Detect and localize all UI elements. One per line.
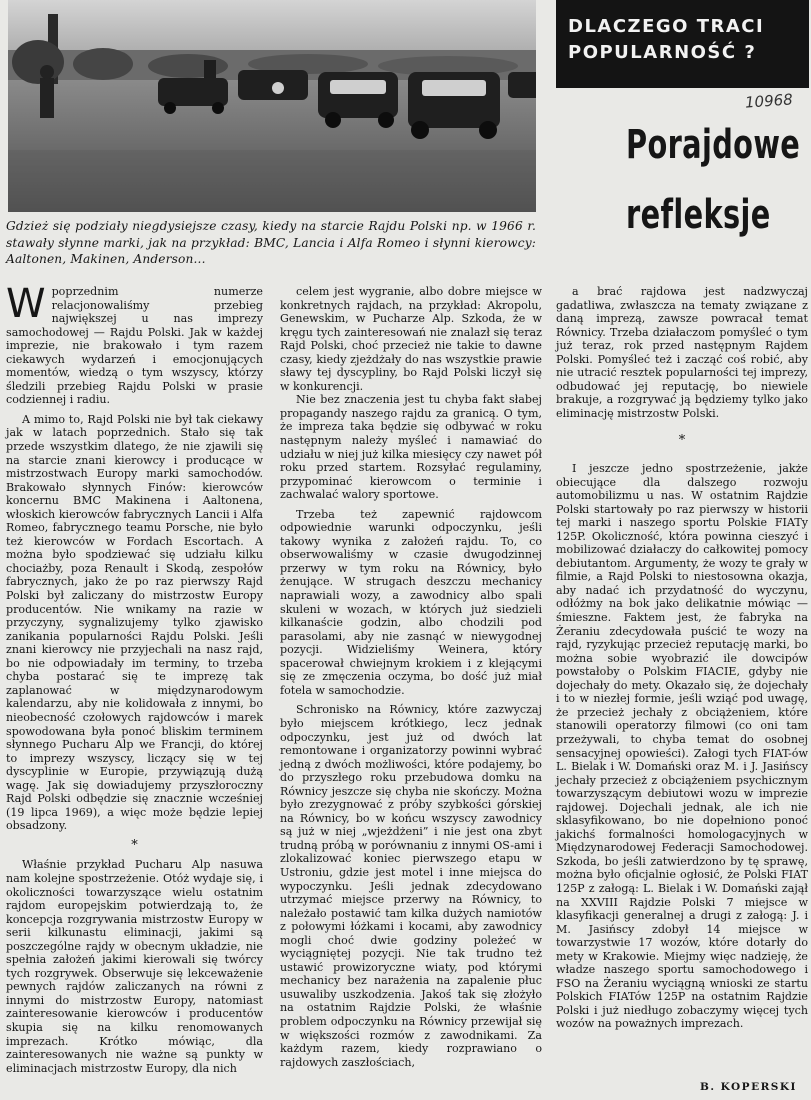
paragraph: [6, 281, 263, 407]
article-column-3: [556, 285, 808, 1031]
section-separator-star: *: [131, 837, 138, 853]
paragraph: a brać rajdowa jest nadzwyczaj gadatliwa, zwłaszcza na tematy związane z daną imprezą, zawsze powracał temat Równicy. Trzeba działaczom pomyśleć o tym już teraz, rok przed następnym Rajdem Polski. Pomyśleć też i zacząć coś robić, aby nie utracić resztek popularności tej imprezy, odbudować jej reputację, bo niewiele brakuje, a rozgrywać ją będziemy tylko jako eliminację mistrzostw Polski.: [556, 285, 808, 420]
article-column-1: [6, 281, 263, 1075]
kicker-line-1: DLACZEGO TRACI: [568, 16, 765, 37]
paragraph-text: poprzednim numerze relacjonowaliśmy przebieg największej u nas imprezy samochodowej — Rajdu Polski. Jak w każdej imprezie, nie brakowało i tym razem ciekawych wydarzeń i emocjonujących momentów, wiedzą o tym wszyscy, którzy śledzili przebieg Rajdu Polski w prasie codziennej i radiu.: [6, 285, 263, 407]
paragraph: I jeszcze jedno spostrzeżenie, jakże obiecujące dla dalszego rozwoju automobilizmu u nas. W ostatnim Rajdzie Polski startowały po raz pierwszy w historii tej marki i naszego sportu Polskie FIATy 125P. Okoliczność, która powinna cieszyć i mobilizować działaczy do całkowitej pomocy debiutantom. Argumenty, że wozy te grały w filmie, a Rajd Polski to niestosowna okazja, aby nadać ich przydatność do wyczynu, odłóżmy na bok jako delikatnie mówiąc — śmieszne. Faktem jest, że fabryka na Żeraniu zdecydowała puścić te wozy na rajd, ryzykując przecież reputację marki, bo można sobie wyobrazić ile dowcipów powstałoby o Polskim FIACIE, gdyby nie dojechały do mety. Okazało się, że dojechały i to w niezłej formie, jeśli wziąć pod uwagę, że przecież jechały z obciążeniem, które stanowili operatorzy filmowi (co oni tam przeżywali, to chyba temat do osobnej sensacyjnej opowieści). Załogi tych FIAT-ów L. Bielak i W. Domański oraz M. i J. Jasińscy jechały przecież z obciążeniem psychicznym towarzyszącym debiutowi wozu w imprezie rajdowej. Dojechali jednak, ale ich nie sklasyfikowano, bo nie dopełniono ponoć jakichś formalności homologacyjnych w Międzynarodowej Federacji Samochodowej. Szkoda, bo jeśli zatwierdzono by tę sprawę, można było oficjalnie ogłosić, że Polski FIAT 125P z załogą: L. Bielak i W. Domański zajął na XXVIII Rajdzie Polski 7 miejsce w klasyfikacji generalnej a drugi z załogą: J. i M. Jasińscy zdobył 14 miejsce w towarzystwie 17 wozów, które dotarły do mety w Krakowie. Miejmy więc nadzieję, że władze naszego sportu samochodowego i FSO na Żeraniu wyciągną wnioski ze startu Polskich FIATów 125P na ostatnim Rajdzie Polski i już niedługo zobaczymy więcej tych wozów na poważnych imprezach.: [556, 462, 808, 1031]
rally-cars-photo: [8, 0, 536, 212]
section-separator-star: *: [678, 433, 686, 449]
photo-caption: Gdzież się podziały niegdysiejsze czasy, kiedy na starcie Rajdu Polski np. w 1966 r. stawały słynne marki, jak na przykład: BMC, Lancia i Alfa Romeo i słynni kierowcy: Aaltonen, Makinen, Anderson...: [6, 219, 536, 266]
paragraph: Schronisko na Równicy, które zazwyczaj było miejscem krótkiego, lecz jednak odpoczynku, jest już od dwóch lat remontowane i organizatorzy powinni wybrać jedną z dwóch możliwości, które podajemy, bo do przyszłego roku przebudowa domku na Równicy jeszcze się chyba nie skończy. Można było zrezygnować z próby szybkości górskiej na Równicy, bo w końcu wszyscy zawodnicy są już w niej „wjeżdżeni” i nie jest ona zbyt trudną próbą w porównaniu z innymi OS-ami i zlokalizować koniec pierwszego etapu w Ustroniu, gdzie jest motel i inne miejsca do wypoczynku. Jeśli jednak zdecydowano utrzymać miejsce przerwy na Równicy, to należało postawić tam kilka dużych namiotów z połowymi łóżkami i kocami, aby zawodnicy mogli choć dwie godziny poleżeć w wyciągniętej pozycji. Nie tak trudno też ustawić prowizoryczne wiaty, pod którymi mechanicy bez narażenia na zapalenie płuc usuwaliby uszkodzenia. Jakoś tak się złożyło na ostatnim Rajdzie Polski, że właśnie problem odpoczynku na Równicy przewijał się w większości rozmów z zawodnikami. Za każdym razem, kiedy rozprawiano o rajdowych zaszłościach,: [280, 703, 542, 1069]
author-byline: B. KOPERSKI: [700, 1081, 797, 1093]
paragraph: A mimo to, Rajd Polski nie był tak ciekawy jak w latach poprzednich. Stało się tak przede wszystkim dlatego, że nie zjawili się na starcie znani kierowcy i producące w mistrzostwach Europy marki samochodów. Brakowało słynnych Finów: kierowców koncernu BMC Makinena i Aaltonena, włoskich kierowców fabrycznych Lancii i Alfa Romeo, fabrycznego teamu Porsche, nie było też kierowców w Fordach Escortach. A można było spodziewać się udziału kilku chociażby, poza Renault i Skodą, zespołów fabrycznych, jako że po raz pierwszy Rajd Polski był zaliczany do mistrzostw Europy producentów. Nie wnikamy na razie w przyczyny, sygnalizujemy tylko zjawisko zanikania popularności Rajdu Polski. Jeśli znani kierowcy nie przyjechali na nasz rajd, bo nie odpowiadały im terminy, to trzeba chyba postarać się te imprezę tak zaplanować w międzynarodowym kalendarzu, aby nie kolidowała z innymi, bo nieobecność czołowych rajdowców i marek spowodowana była ponoć bliskim terminem słynnego Pucharu Alp we Francji, do której to imprezy wszyscy, liczący się w tej dyscyplinie w Europie, przywiązują dużą wagę. Jak się dowiadujemy przyszłoroczny Rajd Polski odbędzie się znacznie wcześniej (19 lipca 1969), a więc może będzie lepiej obsadzony.: [6, 412, 263, 833]
headline: [626, 110, 801, 250]
headline-line-2: refleksje: [626, 192, 771, 238]
paragraph: Właśnie przykład Pucharu Alp nasuwa nam kolejne spostrzeżenie. Otóż wydaje się, i okoliczności towarzyszące wielu ostatnim rajdom europejskim potwierdzają to, że koncepcja rozgrywania mistrzostw Europy w serii kilkunastu eliminacji, jakimi są poszczególne rajdy w obecnym układzie, nie spełnia założeń jakimi kierowali się twórcy tych rozgrywek. Obserwuje się lekceważenie pewnych rajdów zaliczanych na równi z innymi do mistrzostw Europy, natomiast zainteresowanie kierowców i producentów skupia się na kilku renomowanych imprezach. Krótko mówiąc, dla zainteresowanych nie ważne są punkty w eliminacjach mistrzostw Europy, dla nich: [6, 858, 263, 1075]
headline-line-1: Porajdowe: [626, 122, 801, 168]
kicker-box: [556, 0, 809, 88]
drop-cap: W: [6, 281, 46, 327]
handwritten-number: 10968: [744, 90, 794, 112]
article-column-2: [280, 285, 542, 1069]
kicker-line-2: POPULARNOŚĆ ?: [568, 42, 757, 63]
paragraph: celem jest wygranie, albo dobre miejsce w konkretnych rajdach, na przykład: Akropolu, Genewskim, w Pucharze Alp. Szkoda, że w kręgu tych zainteresowań nie znalazł się teraz Rajd Polski, choć przecież nie takie to dawne czasy, kiedy zjeżdżały do nas wszystkie prawie sławy tej dyscypliny, bo Rajd Polski liczył się w konkurencji.: [280, 285, 542, 393]
paragraph: Trzeba też zapewnić rajdowcom odpowiednie warunki odpoczynku, jeśli takowy wynika z założeń rajdu. To, co obserwowaliśmy w czasie dwugodzinnej przerwy w tym roku na Równicy, było żenujące. W strugach deszczu mechanicy naprawiali wozy, a zawodnicy albo spali skuleni w wozach, w których już siedzieli kilkanaście godzin, albo chodzili pod parasolami, aby nie zasnąć w niewygodnej pozycji. Widzieliśmy Weinera, który spacerował chwiejnym krokiem i z klejącymi się ze zmęczenia oczyma, bo dość już miał fotela w samochodzie.: [280, 507, 542, 697]
paragraph: Nie bez znaczenia jest tu chyba fakt słabej propagandy naszego rajdu za granicą. O tym, że impreza taka będzie się odbywać w roku następnym należy myśleć i namawiać do udziału w niej już kilka miesięcy czy nawet pół roku przed startem. Rozsyłać regulaminy, przypominać kierowcom o terminie i zachwalać walory sportowe.: [280, 393, 542, 502]
